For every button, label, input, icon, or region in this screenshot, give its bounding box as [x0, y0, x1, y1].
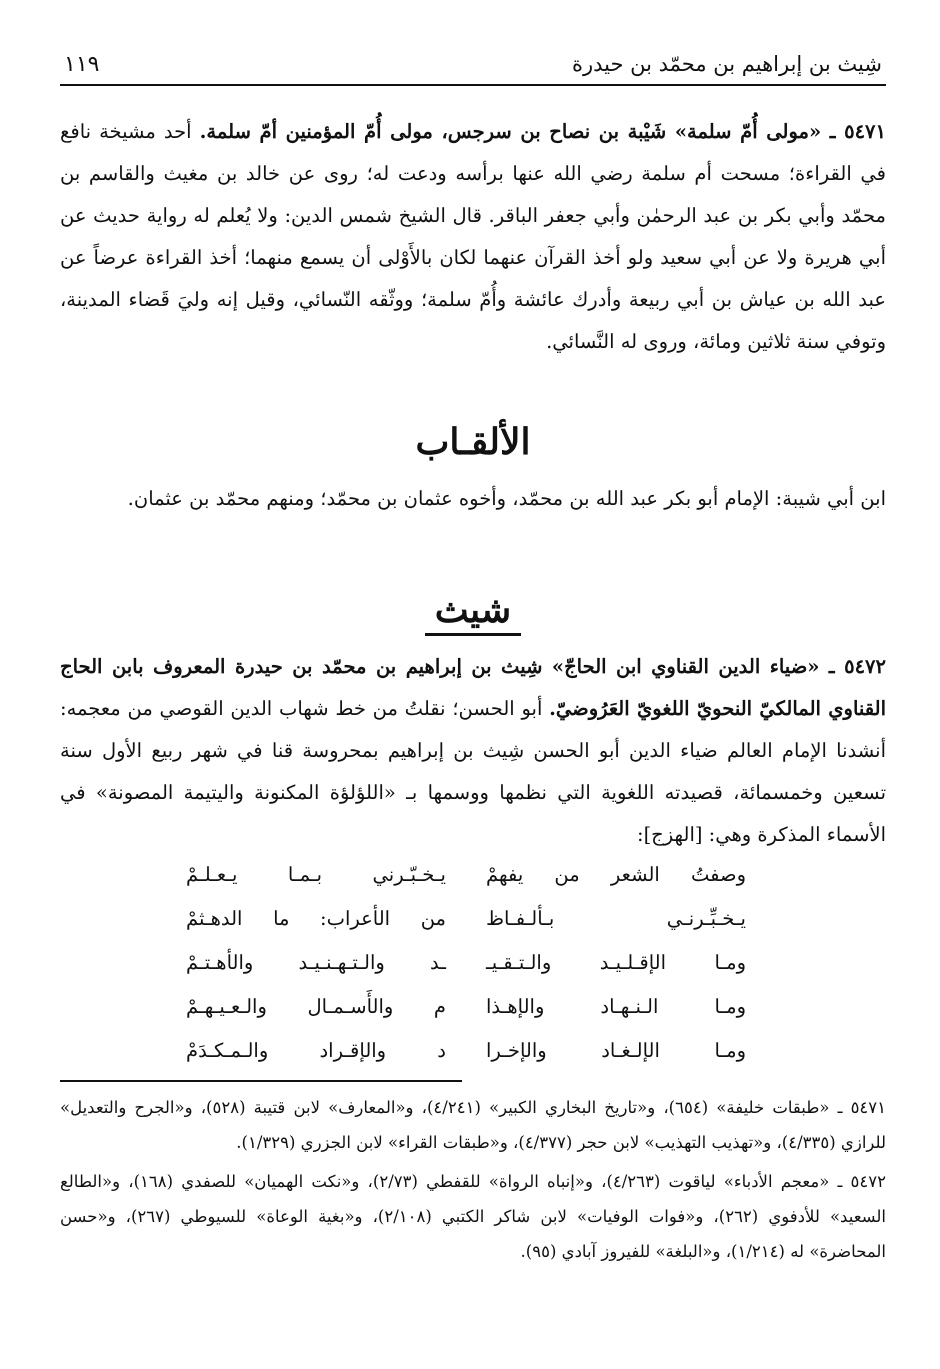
footnotes — [60, 1090, 886, 1273]
verse-second-hemistich: ـد والـتـهـنـيـد والأهـتـمْ — [186, 951, 446, 974]
verse-first-hemistich: ومـا الإقـلـيـد والـتـقـيـ — [486, 951, 746, 974]
footnote-separator — [60, 1080, 462, 1082]
entry-lead: ٥٤٧٢ ـ «ضياء الدين القناوي ابن الحاجّ» شِيث بن إبراهيم بن محمّد بن حيدرة المعروف بابن الحاج القناوي المالكيّ النحويّ اللغويّ العَرُوضيّ. — [60, 655, 886, 720]
poem-verse — [186, 897, 746, 941]
footnote-5472: ٥٤٧٢ ـ «معجم الأدباء» لياقوت (٤/٢٦٣)، و«إنباه الرواة» للقفطي (٢/٧٣)، و«نكت الهميان» للصفدي (١٦٨)، و«الطالع السعيد» للأدفوي (٢٦٢)، و«فوات الوفيات» لابن شاكر الكتبي (٢/١٠٨)، و«بغية الوعاة» للسيوطي (٢٦٧)، و«حسن المحاضرة» له (١/٢١٤)، و«البلغة» للفيروز آبادي (٩٥). — [60, 1172, 886, 1261]
footnote-5471: ٥٤٧١ ـ «طبقات خليفة» (٦٥٤)، و«تاريخ البخاري الكبير» (٤/٢٤١)، و«المعارف» لابن قتيبة (٥٢٨)، و«الجرح والتعديل» للرازي (٤/٣٣٥)، و«تهذيب التهذيب» لابن حجر (٤/٣٧٧)، و«طبقات القراء» لابن الجزري (١/٣٢٩). — [60, 1098, 887, 1152]
entry-paragraph — [60, 646, 886, 856]
verse-first-hemistich: يـخـبِّـرنـي بـألـفـاظ — [486, 907, 746, 930]
running-title: شِيث بن إبراهيم بن محمّد بن حيدرة — [571, 52, 882, 76]
poem-verse — [186, 941, 746, 985]
verse-first-hemistich: وصفتُ الشعر من يفهمْ — [486, 863, 746, 886]
verse-second-hemistich: د والإقـراد والـمـكـدَمْ — [186, 1039, 446, 1062]
entry-5472 — [60, 646, 886, 856]
poem-verse — [186, 1029, 746, 1073]
verse-second-hemistich: من الأعراب: ما الدهـثمْ — [186, 907, 446, 930]
running-header — [60, 48, 886, 86]
page-number: ١١٩ — [64, 52, 100, 77]
entry-body: أحد مشيخة نافع في القراءة؛ مسحت أم سلمة رضي الله عنها برأسه ودعت له؛ روى عن خالد بن مغيث والقاسم بن محمّد وأبي بكر بن عبد الرحمٰن وأبي جعفر الباقر. قال الشيخ شمس الدين: ولا يُعلم له رواية حديث عن أبي هريرة ولا عن أبي سعيد ولو أخذ القرآن عنهما لكان بالأَوْلى أن يسمع منهما؛ أخذ القراءة عرضاً عن عبد الله بن عياش بن أبي ربيعة وأدرك عائشة وأُمّ سلمة؛ ووثّقه النّسائي، وقيل إنه وليَ قَضاء المدينة، وتوفي سنة ثلاثين ومائة، وروى له النَّسائي. — [60, 120, 886, 353]
verse-first-hemistich: ومـا الـنـهـاد والإهـذا — [486, 995, 746, 1018]
entry-body: أبو الحسن؛ نقلتُ من خط شهاب الدين القوصي من معجمه: أنشدنا الإمام العالم ضياء الدين أبو الحسن شِيث بن إبراهيم بمحروسة قنا في شهر ربيع الأول سنة تسعين وخمسمائة، قصيدته اللغوية التي نظمها ووسمها بـ «اللؤلؤة المكنونة واليتيمة المصونة» في الأسماء المذكرة وهي: [الهزج]: — [60, 697, 886, 846]
verse-second-hemistich: م والأَسـمـال والـعـيـهـمْ — [186, 995, 446, 1018]
verse-second-hemistich: يـخـبّـرني بـمـا يـعـلـمْ — [186, 863, 446, 886]
section-heading-alqab: الألقـاب — [415, 421, 531, 463]
entry-lead: ٥٤٧١ ـ «مولى أُمّ سلمة» شَيْبة بن نصاح بن سرجس، مولى أُمّ المؤمنين أمّ سلمة. — [199, 120, 886, 143]
book-page — [60, 48, 887, 1261]
poem-verse — [186, 985, 746, 1029]
alqab-paragraph: ابن أبي شيبة: الإمام أبو بكر عبد الله بن محمّد، وأخوه عثمان بن محمّد؛ ومنهم محمّد بن عثمان. — [127, 487, 886, 510]
poem — [186, 853, 746, 1073]
section-heading-shith-text: شيث — [425, 589, 521, 636]
poem-verse — [186, 853, 746, 897]
entry-5471 — [60, 111, 886, 363]
entry-paragraph — [60, 111, 886, 363]
verse-first-hemistich: ومـا الإلـغـاد والإخـرا — [486, 1039, 746, 1062]
section-heading-shith — [60, 586, 886, 634]
alqab-section — [60, 478, 886, 520]
